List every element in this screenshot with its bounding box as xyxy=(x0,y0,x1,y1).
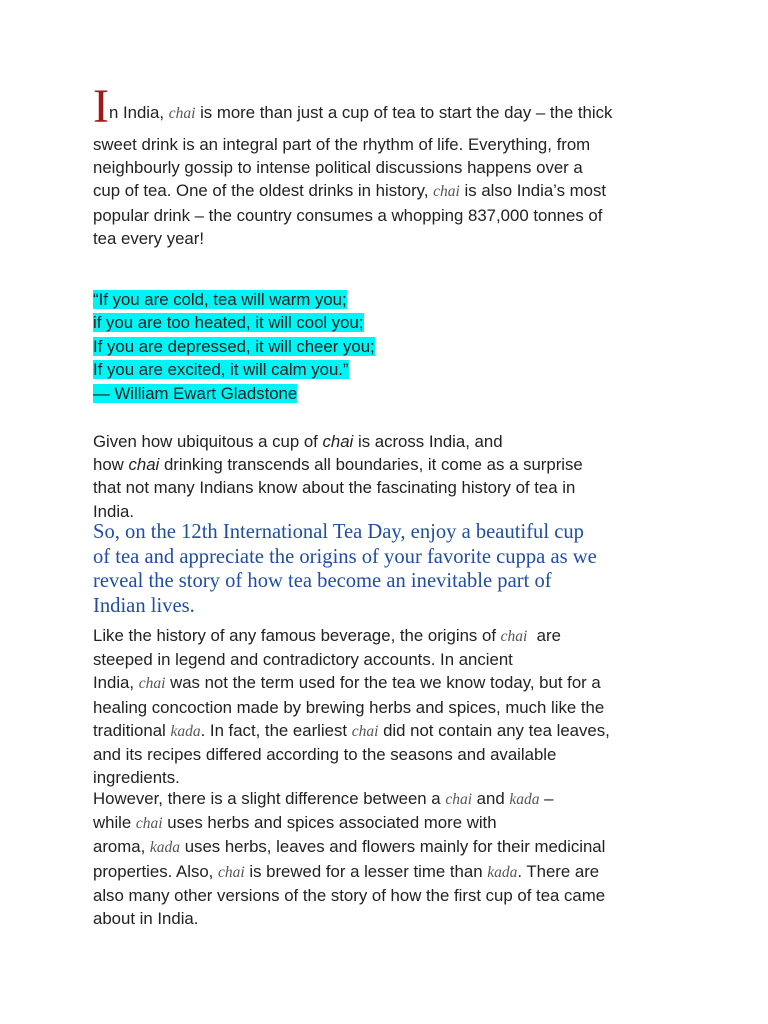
chai-term: chai xyxy=(138,675,166,693)
paragraph-origins: Like the history of any famous beverage, the origins of chai are steeped in legend and contradictory accounts. In ancient India, chai was not the term used for the tea we know today, but for a healing concoction made by brewing herbs and spices, much like the traditional kada. In fact, the earliest chai did not contain any tea leaves, and its recipes differed according to the seasons and available ingredients. xyxy=(93,626,610,788)
chai-term: chai xyxy=(322,432,354,451)
quote-line: “If you are cold, tea will warm you; xyxy=(93,290,347,309)
chai-term: chai xyxy=(445,791,472,808)
chai-term: chai xyxy=(128,455,160,475)
section-heading: So, on the 12th International Tea Day, enjoy a beautiful cup of tea and appreciate the origins of your favorite cuppa as we reveal the story of how tea become an inevitable part of Indian lives. xyxy=(93,521,597,618)
quote-line: if you are too heated, it will cool you; xyxy=(93,313,364,333)
drop-cap: I xyxy=(93,80,109,133)
quote-line: If you are depressed, it will cheer you; xyxy=(93,336,375,356)
kada-term: kada xyxy=(149,839,181,857)
paragraph-difference: However, there is a slight difference between a chai and kada – while chai uses herbs and spices associated more with aroma, kada uses herbs, leaves and flowers mainly for their medicinal properties. Also, chai is brewed for a lesser time than kada. There are also many other versions of the story of how the first cup of tea came about in India. xyxy=(93,789,606,929)
chai-term: chai xyxy=(168,105,196,122)
chai-term: chai xyxy=(433,183,460,201)
chai-term: chai xyxy=(500,628,528,645)
chai-term: chai xyxy=(351,722,379,740)
kada-term: kada xyxy=(509,791,540,808)
kada-term: kada xyxy=(487,863,518,881)
quote-line: If you are excited, it will calm you.” xyxy=(93,360,349,380)
chai-term: chai xyxy=(135,815,163,833)
highlighted-quote xyxy=(93,288,683,405)
kada-term: kada xyxy=(170,722,201,740)
paragraph-ubiquity: Given how ubiquitous a cup of chai is across India, and how chai drinking transcends all boundaries, it come as a surprise that not many Indians know about the fascinating history of tea in India. xyxy=(93,432,583,521)
quote-attribution: — William Ewart Gladstone xyxy=(93,383,298,403)
intro-paragraph: In India, chai is more than just a cup of tea to start the day – the thick sweet drink is an integral part of the rhythm of life. Everything, from neighbourly gossip to intense political discussions happens over a cup of tea. One of the oldest drinks in history, chai is also India’s most popular drink – the country consumes a whopping 837,000 tonnes of tea every year! xyxy=(93,80,613,248)
chai-term: chai xyxy=(218,863,245,881)
